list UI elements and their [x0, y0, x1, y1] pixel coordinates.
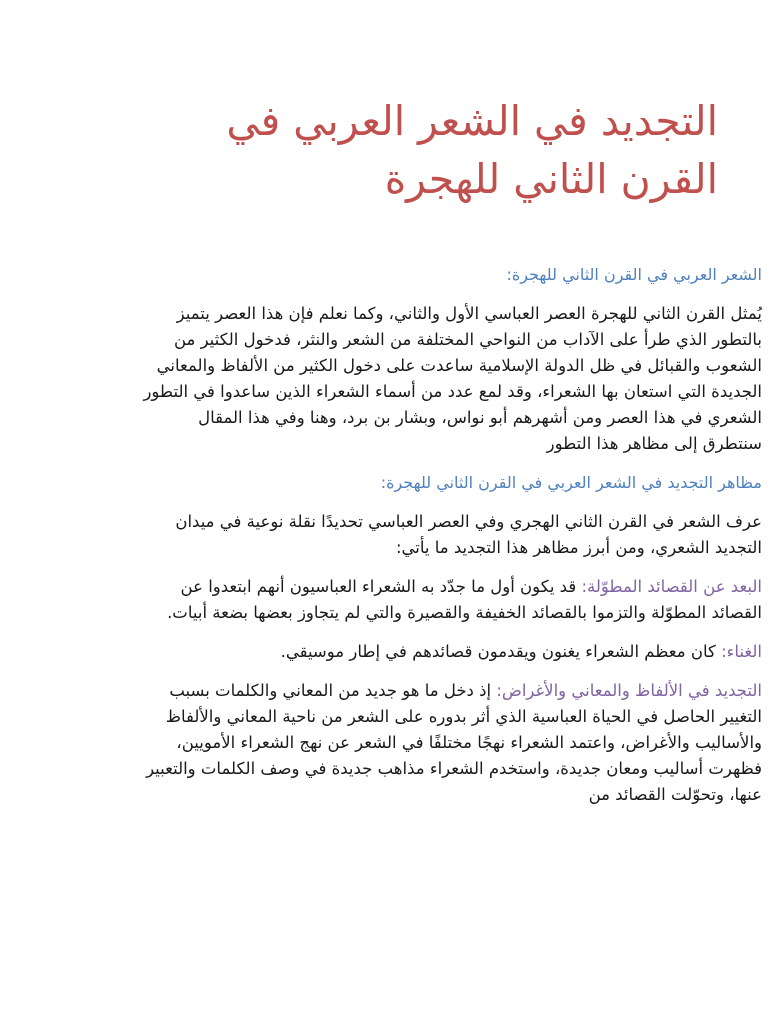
aspect-item-text: كان معظم الشعراء يغنون ويقدمون قصائدهم في إطار موسيقي. [280, 642, 722, 661]
aspect-item-lead: البعد عن القصائد المطوّلة: [581, 577, 762, 596]
aspects-intro-paragraph: عرف الشعر في القرن الثاني الهجري وفي العصر العباسي تحديدًا نقلة نوعية في ميدان التجديد الشعري، ومن أبرز مظاهر هذا التجديد ما يأتي: [175, 512, 762, 557]
page-title: التجديد في الشعر العربي في القرن الثاني للهجرة [226, 97, 718, 203]
aspect-item-text: إذ دخل ما هو جديد من المعاني والكلمات بسبب التغيير الحاصل في الحياة العباسية الذي أثر بدوره على الشعر من ناحية المعاني والألفاظ والأساليب والأغراض، واعتمد الشعراء نهجًا مختلفًا في الشعر عن نهج الشعراء الأمويين، فظهرت أساليب ومعان جديدة، واستخدم الشعراء مذاهب جديدة في وصف الكلمات والتعبير عنها، وتحوّلت القصائد من [146, 681, 762, 804]
section-heading-intro: الشعر العربي في القرن الثاني للهجرة: [506, 265, 762, 284]
article-body [136, 262, 762, 821]
aspect-item-long-poems [136, 574, 762, 626]
aspect-item-singing [136, 639, 762, 665]
aspect-item-lead: التجديد في الألفاظ والمعاني والأغراض: [496, 681, 762, 700]
section-heading-aspects: مظاهر التجديد في الشعر العربي في القرن الثاني للهجرة: [380, 473, 762, 492]
aspect-item-text: قد يكون أول ما جدّد به الشعراء العباسيون أنهم ابتعدوا عن القصائد المطوّلة والتزموا بالقصائد الخفيفة والقصيرة والتي لم يتجاوز بعضها بضعة أبيات. [167, 577, 762, 622]
aspect-item-words-meanings [136, 678, 762, 808]
intro-paragraph: يُمثل القرن الثاني للهجرة العصر العباسي الأول والثاني، وكما نعلم فإن هذا العصر يتميز بالتطور الذي طرأ على الآداب من النواحي المختلفة من الشعر والنثر، فدخول الكثير من الشعوب والقبائل في ظل الدولة الإسلامية ساعدت على دخول الكثير من الألفاظ والمعاني الجديدة التي استعان بها الشعراء، وقد لمع عدد من أسماء الشعراء الذين ساعدوا في التطور الشعري في هذا العصر ومن أشهرهم أبو نواس، وبشار بن برد، وهنا وفي هذا المقال سنتطرق إلى مظاهر هذا التطور [143, 304, 762, 453]
aspect-item-lead: الغناء: [721, 642, 762, 661]
